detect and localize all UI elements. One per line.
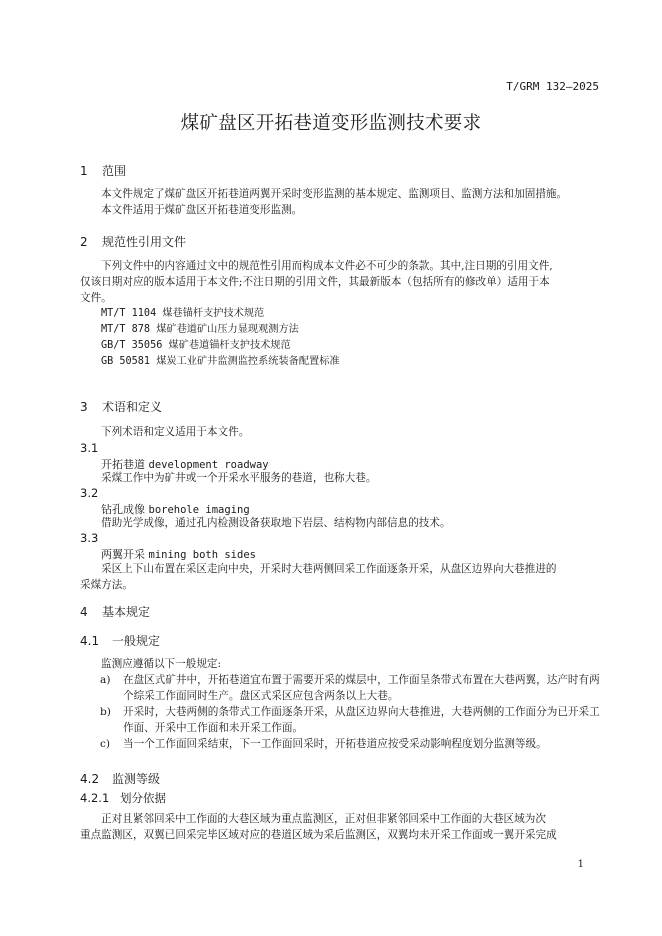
paragraph: 本文件适用于煤矿盘区开拓巷道变形监测。 <box>101 204 303 216</box>
term-chinese: 两翼开采 <box>101 548 145 561</box>
section-title: 规范性引用文件 <box>102 235 187 249</box>
term-chinese: 开拓巷道 <box>101 458 145 471</box>
list-item <box>100 672 600 704</box>
term-definition-line: 采煤方法。 <box>80 579 133 591</box>
paragraph-line: 下列文件中的内容通过文中的规范性引用而构成本文件必不可少的条款。其中,注日期的引用文件, <box>101 260 553 272</box>
reference-item: MT/T 1104 煤巷锚杆支护技术规范 <box>101 308 265 319</box>
subsection-number: 4.2 <box>80 772 100 786</box>
list-marker: c) <box>100 738 111 750</box>
subsection-4-2-1-heading <box>80 790 166 806</box>
subsection-title: 监测等级 <box>112 772 161 786</box>
term-heading <box>101 546 256 562</box>
subsection-title: 划分依据 <box>120 791 166 805</box>
list-marker: b) <box>100 706 111 718</box>
list-marker: a) <box>100 674 111 686</box>
section-number: 1 <box>80 164 88 178</box>
subsection-title: 一般规定 <box>112 634 161 648</box>
subsection-number: 4.2.1 <box>80 791 110 805</box>
reference-item: GB 50581 煤炭工业矿井监测监控系统装备配置标准 <box>101 356 340 367</box>
term-definition: 采煤工作中为矿井或一个开采水平服务的巷道，也称大巷。 <box>101 472 377 484</box>
section-2-heading <box>80 233 186 250</box>
paragraph: 监测应遵循以下一般规定: <box>101 658 222 670</box>
section-4-heading <box>80 603 150 620</box>
list-item <box>100 736 600 752</box>
term-definition-line: 采区上下山布置在采区走向中央，开采时大巷两侧回采工作面逐条开采，从盘区边界向大巷推进的 <box>101 563 557 575</box>
paragraph: 下列术语和定义适用于本文件。 <box>101 426 250 438</box>
section-title: 术语和定义 <box>102 400 163 414</box>
term-english: mining both sides <box>148 549 256 561</box>
list-text: 当一个工作面回采结束，下一工作面回采时，开拓巷道应按受采动影响程度划分监测等级。 <box>123 738 547 750</box>
list-text: 在盘区式矿井中，开拓巷道宜布置于需要开采的煤层中，工作面呈条带式布置在大巷两翼，达产时有两个综采工作面同时生产。盘区式采区应包含两条以上大巷。 <box>123 674 600 702</box>
term-definition: 借助光学成像，通过孔内检测设备获取地下岩层、结构物内部信息的技术。 <box>101 517 451 529</box>
list-text: 开采时，大巷两侧的条带式工作面逐条开采，从盘区边界向大巷推进，大巷两侧的工作面分为已开采工作面、开采中工作面和未开采工作面。 <box>123 706 600 734</box>
section-title: 基本规定 <box>102 605 151 619</box>
paragraph: 本文件规定了煤矿盘区开拓巷道两翼开采时变形监测的基本规定、监测项目、监测方法和加固措施。 <box>101 188 568 200</box>
subsection-4-1-heading <box>80 632 160 649</box>
paragraph-line: 文件。 <box>80 292 112 304</box>
subsection-number: 4.1 <box>80 634 100 648</box>
page-number: 1 <box>577 859 584 870</box>
paragraph-line: 仅该日期对应的版本适用于本文件;不注日期的引用文件，其最新版本（包括所有的修改单）适用于本 <box>80 276 550 288</box>
section-1-heading <box>80 162 126 179</box>
section-number: 2 <box>80 235 88 249</box>
reference-item: GB/T 35056 煤矿巷道锚杆支护技术规范 <box>101 340 291 351</box>
term-chinese: 钻孔成像 <box>101 503 145 516</box>
term-number: 3.2 <box>80 486 99 500</box>
list-item <box>100 704 600 736</box>
term-english: borehole imaging <box>148 504 250 516</box>
section-3-heading <box>80 398 162 415</box>
section-number: 4 <box>80 605 88 619</box>
standard-code: T/GRM 132—2025 <box>506 80 599 93</box>
section-number: 3 <box>80 400 88 414</box>
section-title: 范围 <box>102 164 127 178</box>
term-english: development roadway <box>148 459 269 471</box>
document-title: 煤矿盘区开拓巷道变形监测技术要求 <box>180 113 482 134</box>
subsection-4-2-heading <box>80 770 160 787</box>
paragraph-line: 正对且紧邻回采中工作面的大巷区域为重点监测区，正对但非紧邻回采中工作面的大巷区域为次 <box>101 813 546 825</box>
paragraph-line: 重点监测区，双翼已回采完毕区域对应的巷道区域为采后监测区，双翼均未开采工作面或一翼开采完成 <box>80 829 557 841</box>
reference-item: MT/T 878 煤矿巷道矿山压力显现观测方法 <box>101 324 299 335</box>
term-number: 3.1 <box>80 441 99 455</box>
term-number: 3.3 <box>80 531 99 545</box>
